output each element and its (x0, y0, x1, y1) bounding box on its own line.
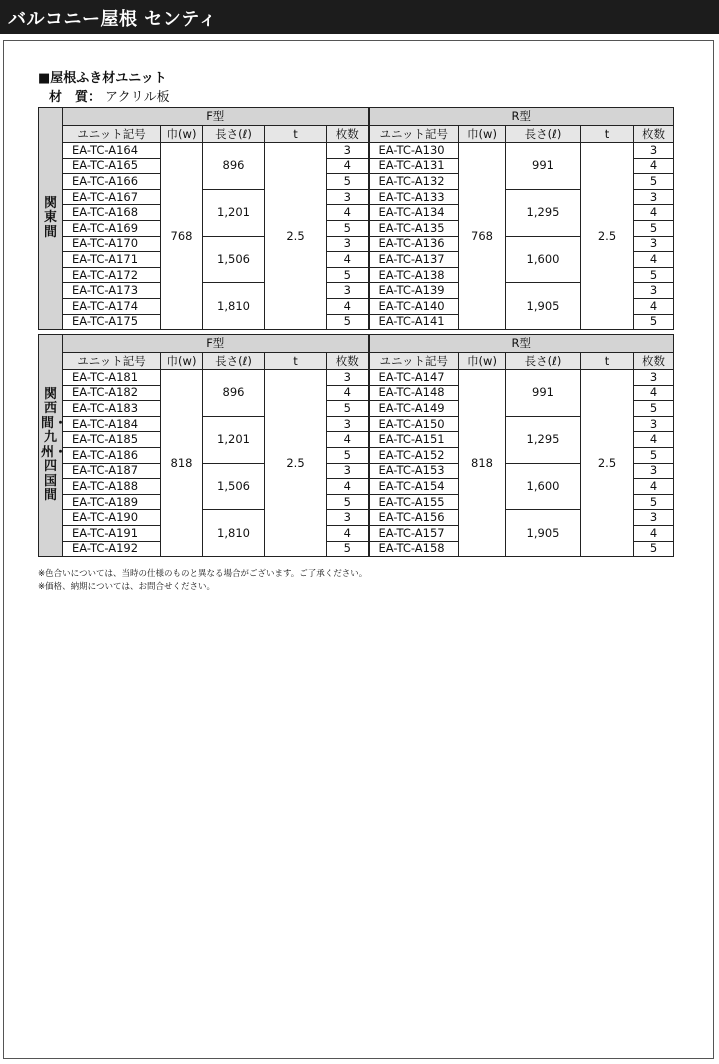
f-count: 4 (327, 252, 369, 268)
footnote-price: ※価格、納期については、お問合せください。 (38, 582, 215, 592)
f-count: 4 (327, 158, 369, 174)
spec-table-kanto (38, 107, 674, 330)
r-count: 5 (634, 174, 674, 190)
f-type-header: F型 (63, 335, 369, 353)
material-line (49, 86, 170, 105)
f-count: 3 (327, 416, 369, 432)
r-thickness: 2.5 (581, 370, 634, 557)
table-row (39, 463, 674, 479)
r-count: 4 (634, 525, 674, 541)
f-unit-code: EA-TC-A172 (63, 267, 161, 283)
table-row (39, 283, 674, 299)
f-type-header: F型 (63, 108, 369, 126)
f-unit-code: EA-TC-A183 (63, 401, 161, 417)
r-count: 4 (634, 252, 674, 268)
f-width-header: 巾(w) (161, 353, 203, 370)
f-unit-code: EA-TC-A181 (63, 370, 161, 386)
table-row (39, 236, 674, 252)
r-thickness-header: t (581, 126, 634, 143)
r-unit-code: EA-TC-A155 (369, 494, 459, 510)
page-title: バルコニー屋根 センティ (8, 9, 217, 30)
r-width: 768 (459, 143, 506, 330)
f-length: 1,201 (203, 416, 265, 463)
r-count: 3 (634, 189, 674, 205)
f-count-header: 枚数 (327, 353, 369, 370)
r-unit-code: EA-TC-A152 (369, 447, 459, 463)
f-width: 818 (161, 370, 203, 557)
f-count: 3 (327, 189, 369, 205)
r-length: 1,295 (506, 416, 581, 463)
r-count: 4 (634, 479, 674, 495)
column-header-row (39, 126, 674, 143)
f-length-header: 長さ(ℓ) (203, 353, 265, 370)
r-count: 4 (634, 432, 674, 448)
f-length-header: 長さ(ℓ) (203, 126, 265, 143)
r-unit-code: EA-TC-A158 (369, 541, 459, 557)
f-count: 3 (327, 143, 369, 159)
r-unit-code: EA-TC-A147 (369, 370, 459, 386)
f-unit-code: EA-TC-A174 (63, 298, 161, 314)
f-count: 4 (327, 385, 369, 401)
f-unit-code: EA-TC-A169 (63, 220, 161, 236)
f-length: 896 (203, 370, 265, 417)
table-row (39, 416, 674, 432)
region-label: 関東間 (39, 108, 63, 330)
r-unit-code: EA-TC-A154 (369, 479, 459, 495)
r-length: 1,600 (506, 236, 581, 283)
r-unit-code: EA-TC-A133 (369, 189, 459, 205)
r-count: 3 (634, 236, 674, 252)
r-unit-code: EA-TC-A148 (369, 385, 459, 401)
r-unit-code: EA-TC-A135 (369, 220, 459, 236)
r-unit-code: EA-TC-A138 (369, 267, 459, 283)
r-count: 5 (634, 541, 674, 557)
type-header-row (39, 108, 674, 126)
f-count: 3 (327, 510, 369, 526)
f-width-header: 巾(w) (161, 126, 203, 143)
f-unit-code: EA-TC-A188 (63, 479, 161, 495)
r-unit-code: EA-TC-A137 (369, 252, 459, 268)
r-width-header: 巾(w) (459, 126, 506, 143)
f-unit-code: EA-TC-A186 (63, 447, 161, 463)
f-count: 5 (327, 401, 369, 417)
r-unit-code: EA-TC-A151 (369, 432, 459, 448)
r-count: 5 (634, 447, 674, 463)
f-count: 5 (327, 494, 369, 510)
f-unit-code: EA-TC-A185 (63, 432, 161, 448)
r-type-header: R型 (369, 335, 674, 353)
r-unit-code-header: ユニット記号 (369, 353, 459, 370)
f-count: 5 (327, 541, 369, 557)
f-unit-code: EA-TC-A192 (63, 541, 161, 557)
footnotes (38, 568, 367, 594)
f-length: 896 (203, 143, 265, 190)
f-thickness-header: t (265, 353, 327, 370)
f-unit-code: EA-TC-A171 (63, 252, 161, 268)
r-type-header: R型 (369, 108, 674, 126)
r-unit-code: EA-TC-A132 (369, 174, 459, 190)
r-thickness: 2.5 (581, 143, 634, 330)
f-unit-code: EA-TC-A167 (63, 189, 161, 205)
f-unit-code: EA-TC-A166 (63, 174, 161, 190)
r-length: 1,295 (506, 189, 581, 236)
f-unit-code: EA-TC-A175 (63, 314, 161, 330)
r-count: 3 (634, 463, 674, 479)
r-unit-code: EA-TC-A153 (369, 463, 459, 479)
f-count: 4 (327, 205, 369, 221)
r-count: 3 (634, 143, 674, 159)
r-count: 4 (634, 298, 674, 314)
material-value: アクリル板 (105, 90, 170, 105)
title-bar (0, 0, 719, 34)
f-count: 3 (327, 236, 369, 252)
r-unit-code: EA-TC-A156 (369, 510, 459, 526)
f-unit-code: EA-TC-A191 (63, 525, 161, 541)
f-count: 5 (327, 220, 369, 236)
f-count: 4 (327, 432, 369, 448)
r-unit-code: EA-TC-A131 (369, 158, 459, 174)
r-length: 1,600 (506, 463, 581, 510)
column-header-row (39, 353, 674, 370)
table-row (39, 189, 674, 205)
f-unit-code: EA-TC-A187 (63, 463, 161, 479)
f-count: 5 (327, 314, 369, 330)
r-count: 5 (634, 267, 674, 283)
f-count-header: 枚数 (327, 126, 369, 143)
f-unit-code: EA-TC-A182 (63, 385, 161, 401)
f-unit-code: EA-TC-A168 (63, 205, 161, 221)
table-row (39, 510, 674, 526)
spec-table-kansai (38, 334, 674, 557)
f-unit-code: EA-TC-A170 (63, 236, 161, 252)
r-unit-code-header: ユニット記号 (369, 126, 459, 143)
f-unit-code: EA-TC-A165 (63, 158, 161, 174)
f-width: 768 (161, 143, 203, 330)
f-unit-code: EA-TC-A173 (63, 283, 161, 299)
f-count: 3 (327, 463, 369, 479)
f-unit-code: EA-TC-A189 (63, 494, 161, 510)
r-count: 4 (634, 158, 674, 174)
f-unit-code-header: ユニット記号 (63, 126, 161, 143)
f-thickness-header: t (265, 126, 327, 143)
f-count: 4 (327, 525, 369, 541)
r-count: 5 (634, 314, 674, 330)
f-count: 5 (327, 267, 369, 283)
r-unit-code: EA-TC-A157 (369, 525, 459, 541)
f-unit-code-header: ユニット記号 (63, 353, 161, 370)
r-unit-code: EA-TC-A139 (369, 283, 459, 299)
table-row (39, 370, 674, 386)
r-unit-code: EA-TC-A140 (369, 298, 459, 314)
f-count: 3 (327, 283, 369, 299)
r-count: 5 (634, 494, 674, 510)
material-label: 材 質： (49, 90, 102, 105)
f-thickness: 2.5 (265, 143, 327, 330)
r-length: 991 (506, 370, 581, 417)
r-unit-code: EA-TC-A150 (369, 416, 459, 432)
r-length-header: 長さ(ℓ) (506, 126, 581, 143)
f-length: 1,810 (203, 510, 265, 557)
r-count: 4 (634, 205, 674, 221)
type-header-row (39, 335, 674, 353)
f-count: 5 (327, 447, 369, 463)
f-length: 1,506 (203, 463, 265, 510)
r-thickness-header: t (581, 353, 634, 370)
r-count: 3 (634, 370, 674, 386)
f-unit-code: EA-TC-A164 (63, 143, 161, 159)
r-count: 3 (634, 416, 674, 432)
r-count-header: 枚数 (634, 353, 674, 370)
f-length: 1,506 (203, 236, 265, 283)
r-unit-code: EA-TC-A149 (369, 401, 459, 417)
footnote-color: ※色合いについては、当時の仕様のものと異なる場合がございます。ご了承ください。 (38, 569, 368, 579)
f-length: 1,810 (203, 283, 265, 330)
r-length: 1,905 (506, 283, 581, 330)
r-width: 818 (459, 370, 506, 557)
r-count: 5 (634, 401, 674, 417)
r-count: 4 (634, 385, 674, 401)
region-label: 関西間・九州・四国間 (39, 335, 63, 557)
f-count: 4 (327, 479, 369, 495)
r-unit-code: EA-TC-A141 (369, 314, 459, 330)
r-unit-code: EA-TC-A134 (369, 205, 459, 221)
r-length-header: 長さ(ℓ) (506, 353, 581, 370)
f-unit-code: EA-TC-A184 (63, 416, 161, 432)
f-count: 4 (327, 298, 369, 314)
f-unit-code: EA-TC-A190 (63, 510, 161, 526)
r-length: 991 (506, 143, 581, 190)
r-unit-code: EA-TC-A130 (369, 143, 459, 159)
r-unit-code: EA-TC-A136 (369, 236, 459, 252)
f-count: 5 (327, 174, 369, 190)
r-length: 1,905 (506, 510, 581, 557)
r-count: 3 (634, 283, 674, 299)
f-length: 1,201 (203, 189, 265, 236)
r-width-header: 巾(w) (459, 353, 506, 370)
r-count: 3 (634, 510, 674, 526)
r-count-header: 枚数 (634, 126, 674, 143)
section-heading: ■屋根ふき材ユニット (38, 71, 167, 86)
f-thickness: 2.5 (265, 370, 327, 557)
f-count: 3 (327, 370, 369, 386)
r-count: 5 (634, 220, 674, 236)
table-row (39, 143, 674, 159)
